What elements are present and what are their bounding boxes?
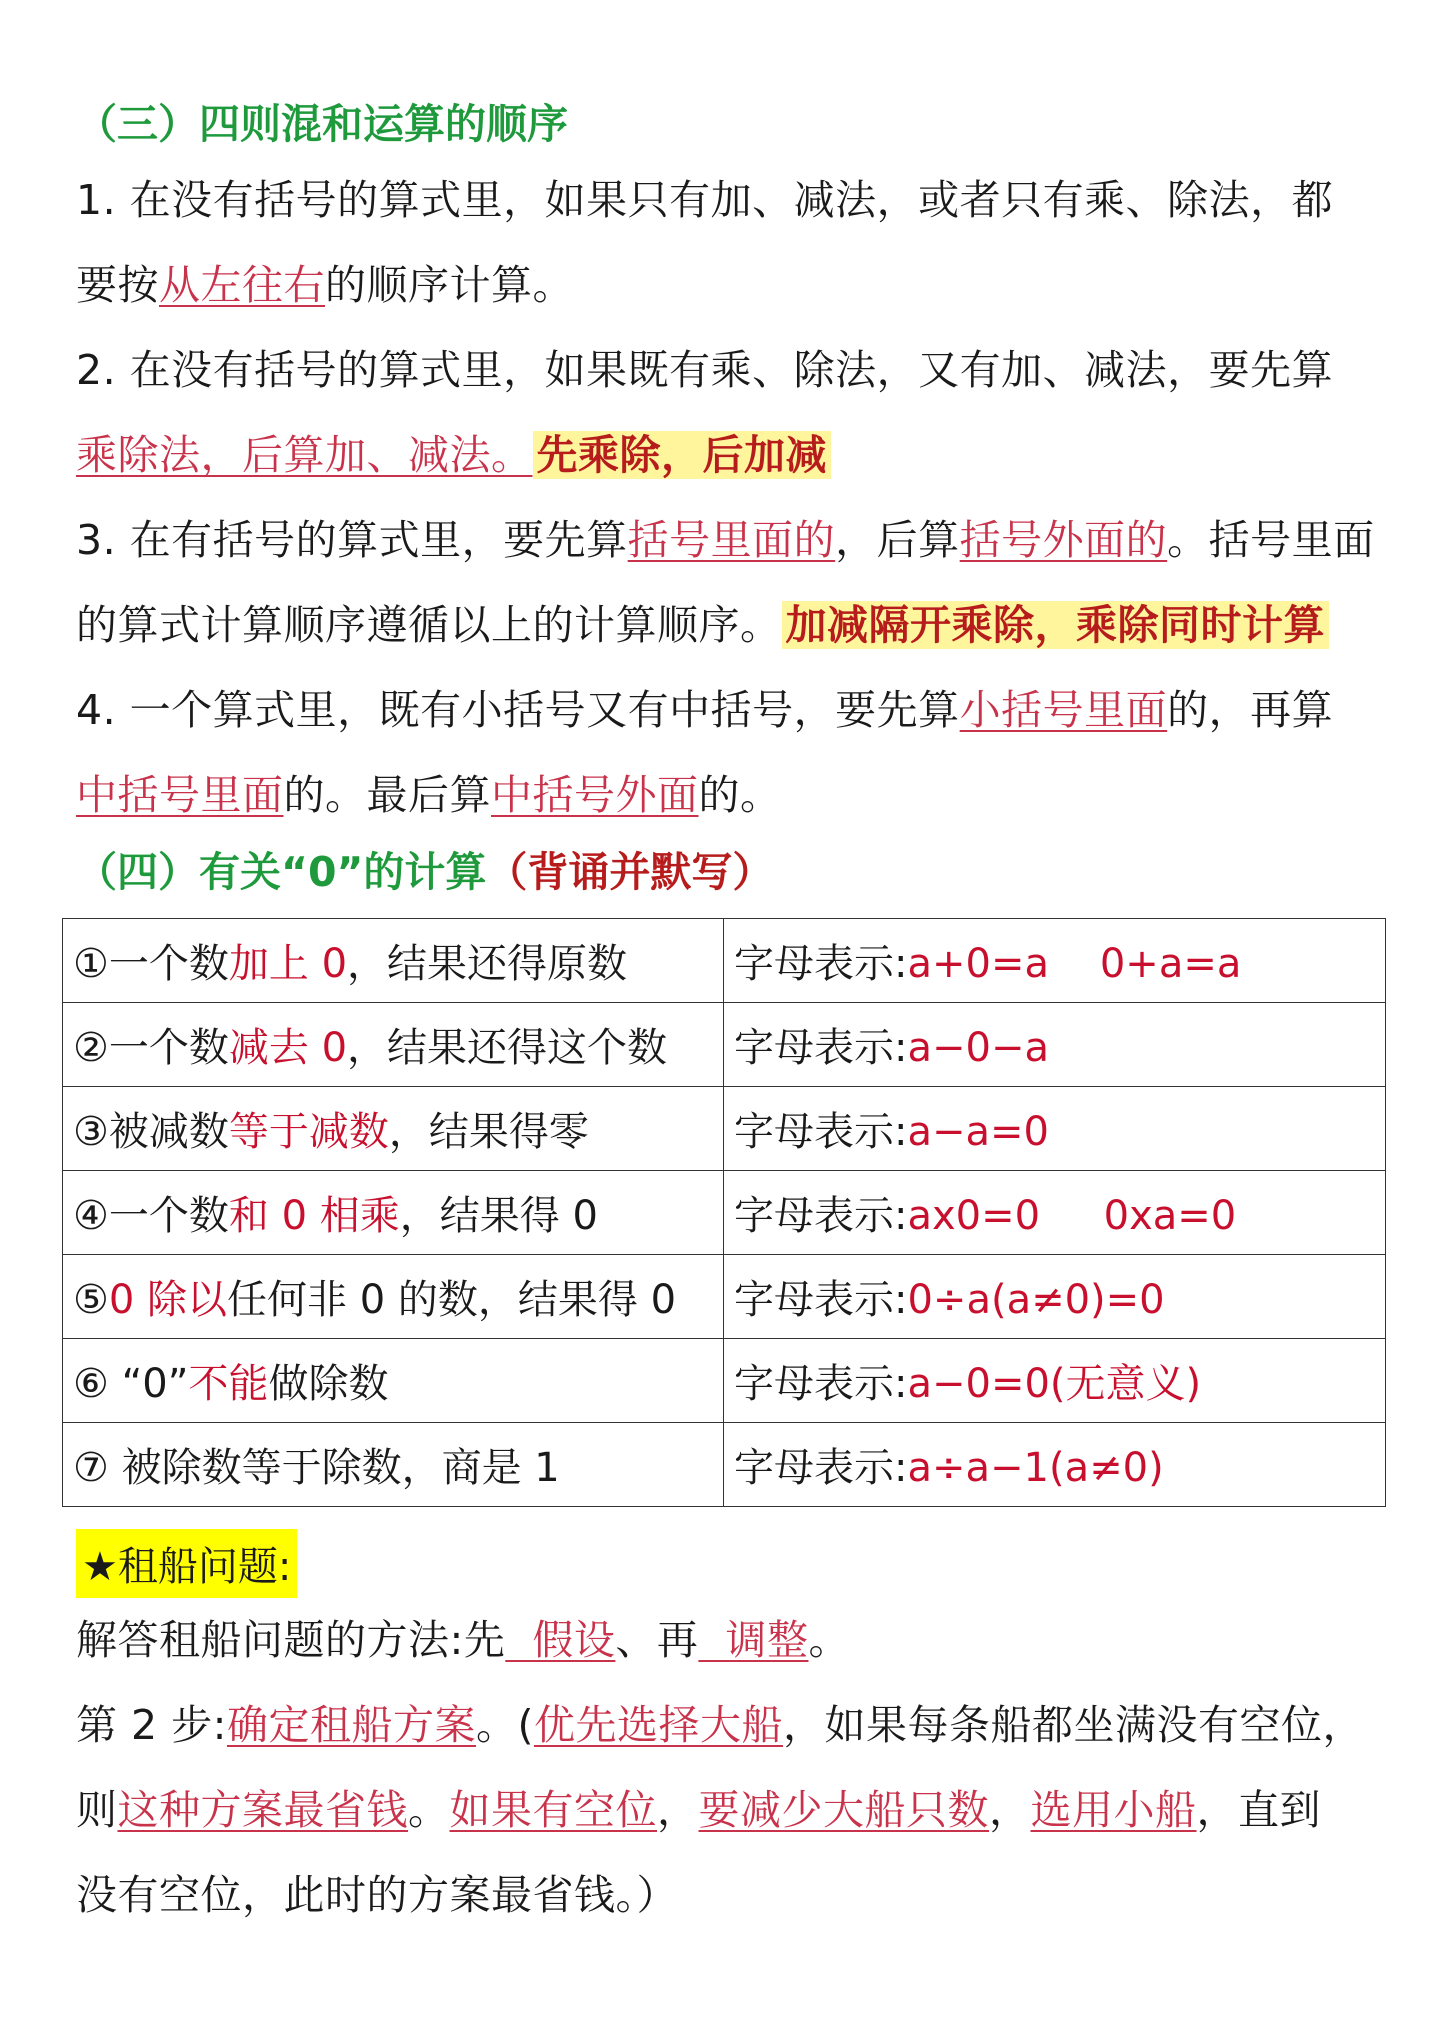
table-row	[63, 1003, 1386, 1087]
text: 3. 在有括号的算式里，要先算	[76, 516, 628, 564]
highlight-mnemonic: 先乘除，后加减	[533, 431, 832, 479]
formula: a÷a−1(a≠0)	[907, 1445, 1164, 1491]
text: 。(	[475, 1701, 534, 1749]
rule-cell	[63, 1339, 724, 1423]
text: ①一个数	[73, 941, 229, 987]
table-row	[63, 919, 1386, 1003]
text: 要按	[76, 261, 159, 309]
table-row	[63, 1171, 1386, 1255]
text: ，结果得 0	[399, 1193, 598, 1239]
zero-rules-table	[62, 918, 1386, 1507]
text: ，	[657, 1786, 699, 1834]
underlined-term: 假设	[505, 1616, 616, 1664]
text: ，结果还得这个数	[347, 1025, 668, 1071]
key-phrase: 0 除以	[108, 1277, 228, 1323]
rule-cell	[63, 1171, 724, 1255]
formula-cell	[724, 1087, 1386, 1171]
formula: a−0−a	[907, 1025, 1049, 1071]
key-phrase: 和 0 相乘	[228, 1193, 400, 1239]
underlined-term: 括号外面的	[959, 516, 1168, 564]
rule3-line2	[76, 583, 1376, 668]
text: 的，再算	[1167, 686, 1334, 734]
underlined-term: 选用小船	[1030, 1786, 1197, 1834]
formula-cell	[724, 1423, 1386, 1507]
rule-cell	[63, 1423, 724, 1507]
key-phrase: 不能	[188, 1361, 269, 1407]
underlined-term: 调整	[698, 1616, 809, 1664]
text: 的顺序计算。	[325, 261, 574, 309]
underlined-term: 这种方案最省钱	[117, 1786, 408, 1834]
text: 第 2 步:	[76, 1701, 227, 1749]
key-phrase: 加上 0	[228, 941, 348, 987]
text: ⑤	[73, 1277, 109, 1323]
rule4-line2	[76, 753, 1376, 838]
boat-line3	[76, 1768, 1376, 1853]
text: 则	[76, 1786, 118, 1834]
document-page	[73, 90, 1376, 1938]
formula-label: 字母表示:	[734, 1445, 908, 1491]
formula-cell	[724, 1255, 1386, 1339]
rule-cell	[63, 1003, 724, 1087]
text: 。括号里面	[1167, 516, 1375, 564]
underlined-term: 如果有空位	[449, 1786, 657, 1834]
table-row	[63, 1255, 1386, 1339]
boat-line2	[76, 1683, 1376, 1768]
text: ⑥ “0”	[73, 1361, 189, 1407]
formula: 0÷a(a≠0)=0	[907, 1277, 1165, 1323]
rule4-line1	[76, 668, 1376, 753]
heading-text: （四）有关“0”的计算	[76, 848, 487, 896]
heading-note: （背诵并默写）	[486, 848, 774, 896]
formula: a−0=0(无意义)	[907, 1361, 1202, 1407]
key-phrase: 减去 0	[228, 1025, 348, 1071]
text: 、再	[615, 1616, 699, 1664]
text: 的。	[698, 771, 782, 819]
text: 解答租船问题的方法:先	[76, 1616, 506, 1664]
text: ，结果得零	[388, 1109, 589, 1155]
underlined-term: 优先选择大船	[533, 1701, 783, 1749]
key-phrase: 等于减数	[228, 1109, 389, 1155]
rule-cell	[63, 1087, 724, 1171]
rule1-line1: 1. 在没有括号的算式里，如果只有加、减法，或者只有乘、除法，都	[76, 176, 1334, 224]
text: ⑦ 被除数等于除数，商是 1	[73, 1445, 560, 1491]
text: ，结果还得原数	[347, 941, 628, 987]
underlined-term: 小括号里面	[959, 686, 1168, 734]
text: 任何非 0 的数，结果得 0	[227, 1277, 677, 1323]
underlined-term: 要减少大船只数	[698, 1786, 989, 1834]
rule-cell	[63, 919, 724, 1003]
text: ，	[989, 1786, 1031, 1834]
boat-line1	[76, 1598, 1376, 1683]
table-row	[63, 1087, 1386, 1171]
underlined-term: 乘除法，后算加、减法。	[76, 431, 533, 479]
text: 的算式计算顺序遵循以上的计算顺序。	[76, 601, 782, 649]
formula-label: 字母表示:	[734, 941, 908, 987]
formula-label: 字母表示:	[734, 1025, 908, 1071]
rule2-line1: 2. 在没有括号的算式里，如果既有乘、除法，又有加、减法，要先算	[76, 346, 1334, 394]
formula-cell	[724, 1339, 1386, 1423]
rule3-line1	[76, 498, 1376, 583]
formula-cell	[724, 1003, 1386, 1087]
highlight-mnemonic: 加减隔开乘除，乘除同时计算	[782, 601, 1330, 649]
boat-problem-title: ★租船问题:	[76, 1529, 297, 1598]
table-row	[63, 1339, 1386, 1423]
text: 的。最后算	[283, 771, 491, 819]
formula-label: 字母表示:	[734, 1277, 908, 1323]
text: ，如果每条船都坐满没有空位，	[782, 1701, 1364, 1749]
rule-cell	[63, 1255, 724, 1339]
underlined-term: 括号里面的	[627, 516, 836, 564]
underlined-term: 确定租船方案	[226, 1701, 476, 1749]
section4-heading	[76, 838, 1376, 906]
formula-label: 字母表示:	[734, 1109, 908, 1155]
text: ④一个数	[73, 1193, 229, 1239]
text: 做除数	[268, 1361, 389, 1407]
text: ②一个数	[73, 1025, 229, 1071]
rule2-line2	[76, 413, 1376, 498]
text: ，直到	[1196, 1786, 1321, 1834]
text: 。	[408, 1786, 450, 1834]
formula: ax0=0 0xa=0	[907, 1193, 1237, 1239]
section3-heading: （三）四则混和运算的顺序	[76, 100, 568, 148]
underlined-term: 从左往右	[159, 261, 325, 309]
text: ③被减数	[73, 1109, 229, 1155]
formula-label: 字母表示:	[734, 1361, 908, 1407]
formula: a−a=0	[907, 1109, 1049, 1155]
table-row	[63, 1423, 1386, 1507]
underlined-term: 中括号里面	[76, 771, 284, 819]
underlined-term: 中括号外面	[491, 771, 699, 819]
formula-cell	[724, 919, 1386, 1003]
formula-cell	[724, 1171, 1386, 1255]
text: 。	[808, 1616, 850, 1664]
boat-line4: 没有空位，此时的方案最省钱。）	[76, 1871, 678, 1919]
formula: a+0=a 0+a=a	[907, 941, 1242, 987]
text: ，后算	[835, 516, 960, 564]
rule1-line2	[76, 243, 1376, 328]
text: 4. 一个算式里，既有小括号又有中括号，要先算	[76, 686, 960, 734]
formula-label: 字母表示:	[734, 1193, 908, 1239]
